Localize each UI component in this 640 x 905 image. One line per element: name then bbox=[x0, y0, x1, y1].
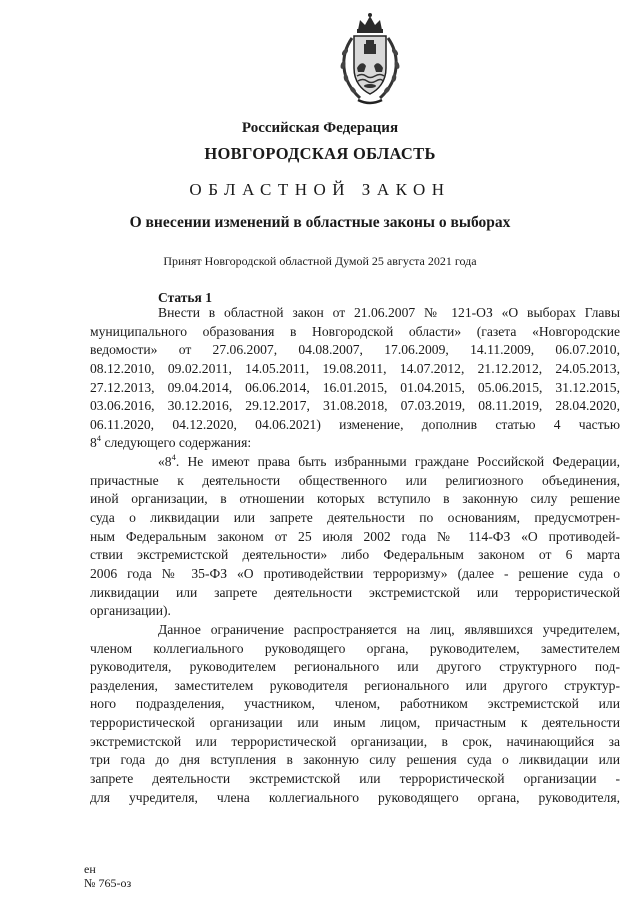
body-line: запрете деятельности экстремистской или террористической организации - bbox=[90, 771, 620, 787]
body-line: муниципального образования в Новгородской области» (газета «Новгородские bbox=[90, 323, 620, 339]
coat-of-arms-emblem bbox=[330, 10, 410, 110]
body-line: экстремистской или террористической организации, в срок, начинающийся за bbox=[90, 733, 620, 749]
country-name: Российская Федерация bbox=[241, 120, 399, 136]
body-line: Данное ограничение распространяется на лиц, являвшихся учредителем, bbox=[158, 621, 620, 637]
law-type: ОБЛАСТНОЙ ЗАКОН bbox=[189, 180, 451, 199]
law-number: № 765-оз bbox=[84, 876, 132, 890]
body-line-text: «8 bbox=[158, 454, 172, 470]
body-line: членом коллегиального руководящего органа, руководителем, заместителем bbox=[90, 640, 620, 656]
law-body bbox=[90, 304, 620, 807]
body-line: для учредителя, члена коллегиального руководящего органа, руководителя, bbox=[90, 789, 620, 805]
body-line: 06.11.2020, 04.12.2020, 04.06.2021) изменение, дополнив статью 4 частью bbox=[90, 416, 620, 432]
body-line-text: . Не имеют права быть избранными граждане Российской Федерации, bbox=[175, 454, 620, 470]
body-line: суда о ликвидации или запрете деятельности по основаниям, предусмотрен- bbox=[90, 510, 620, 526]
body-line bbox=[90, 434, 620, 453]
body-line: три года до дня вступления в законную силу решения суда о ликвидации или bbox=[90, 752, 620, 768]
region-name: НОВГОРОДСКАЯ ОБЛАСТЬ bbox=[204, 144, 436, 163]
body-line: ведомости» от 27.06.2007, 04.08.2007, 17.06.2009, 14.11.2009, 06.07.2010, bbox=[90, 342, 620, 358]
body-line: причастные к деятельности общественного или религиозного объединения, bbox=[90, 472, 620, 488]
body-line bbox=[90, 453, 620, 472]
executor-initials: ен bbox=[84, 862, 96, 876]
body-line: организации). bbox=[90, 603, 171, 619]
body-line: руководителя, руководителем регионального или другого структурного под- bbox=[90, 659, 620, 675]
body-line: 08.12.2010, 09.02.2011, 14.05.2011, 19.08.2011, 14.07.2012, 21.12.2012, 24.05.2013, bbox=[90, 360, 620, 376]
body-line-text: следующего содержания: bbox=[101, 435, 252, 451]
body-line: ным Федеральным законом от 25 июля 2002 года № 114-ФЗ «О противодей- bbox=[90, 528, 620, 544]
body-line: ного подразделения, участником, членом, работником экстремистской или bbox=[90, 696, 620, 712]
article-label: Статья 1 bbox=[158, 290, 212, 305]
law-title: О внесении изменений в областные законы о выборах bbox=[129, 214, 511, 231]
body-line: разделения, заместителем руководителя регионального или другого структур- bbox=[90, 677, 620, 693]
body-line: террористической организации или иным лицом, причастным к деятельности bbox=[90, 715, 620, 731]
superscript: 4 bbox=[96, 434, 102, 444]
body-line: 03.06.2016, 30.12.2016, 29.12.2017, 31.08.2018, 07.03.2019, 08.11.2019, 28.04.2020, bbox=[90, 398, 620, 414]
adoption-note: Принят Новгородской областной Думой 25 августа 2021 года bbox=[163, 254, 477, 268]
superscript: 4 bbox=[171, 453, 176, 463]
body-line: ствии экстремистской деятельности» либо Федеральным законом от 6 марта bbox=[90, 547, 620, 563]
document-footer bbox=[84, 862, 131, 890]
body-line-text: 8 bbox=[90, 435, 97, 451]
body-line: 27.12.2013, 09.04.2014, 06.06.2014, 16.01.2015, 01.04.2015, 05.06.2015, 31.12.2015, bbox=[90, 379, 620, 395]
body-line: иной организации, в отношении которых вступило в законную силу решение bbox=[90, 491, 620, 507]
body-line: Внести в областной закон от 21.06.2007 № 121-ОЗ «О выборах Главы bbox=[158, 305, 620, 320]
body-line: ликвидации или запрете деятельности экстремистской или террористической bbox=[90, 584, 620, 600]
body-line: 2006 года № 35-ФЗ «О противодействии терроризму» (далее - решение суда о bbox=[90, 565, 620, 581]
